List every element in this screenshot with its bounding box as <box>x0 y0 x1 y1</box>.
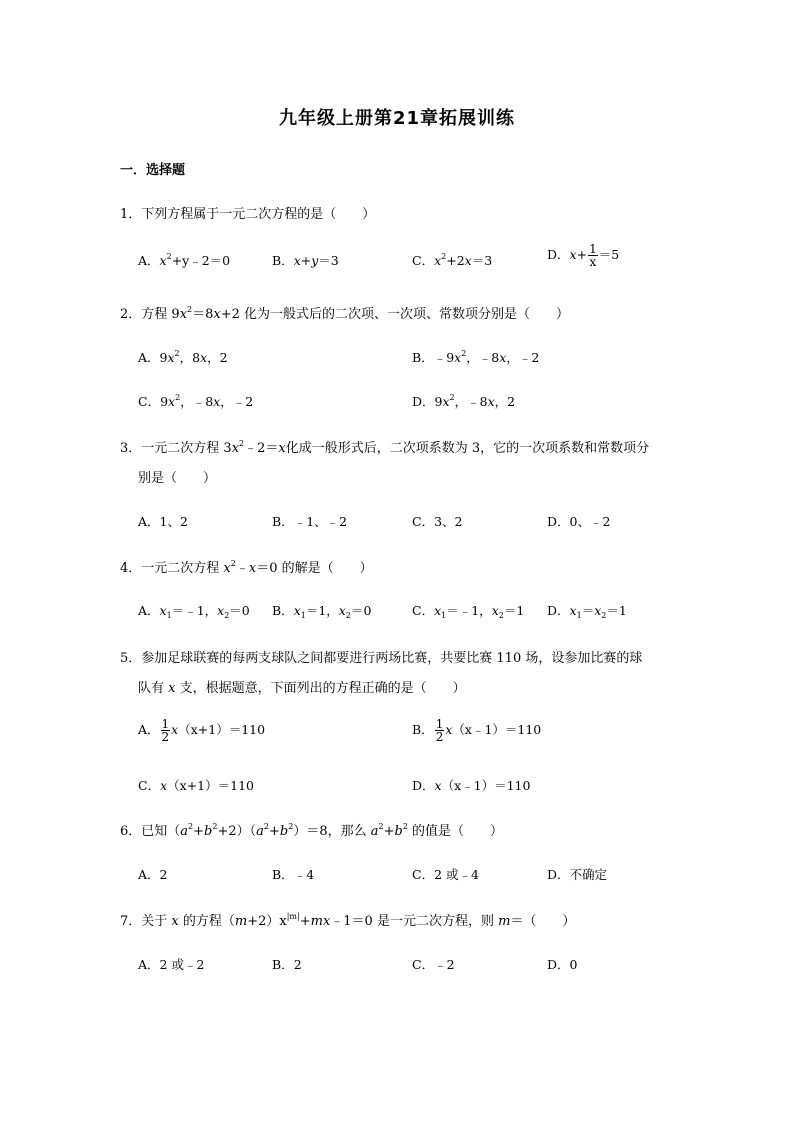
q3-option-b: B．﹣1、﹣2 <box>272 514 348 529</box>
q2-option-b: B．$﹣9x^2$，﹣8x，﹣2 <box>412 349 540 365</box>
q1-option-b: B．x+y＝3 <box>272 253 339 268</box>
q7-option-a: A．2 或﹣2 <box>138 957 205 972</box>
q6-option-a: A．2 <box>138 867 168 882</box>
fraction-one-over-x: $\frac{1}{x}$ <box>589 242 597 269</box>
question-4-stem: 4．一元二次方程 $x^2﹣x=0$ 的解是（ ） <box>120 559 373 576</box>
q6-option-b: B．﹣4 <box>272 867 315 882</box>
question-1-stem: 1．下列方程属于一元二次方程的是（ ） <box>120 207 376 222</box>
question-5-stem-line-2: 队有 x 支，根据题意，下面列出的方程正确的是（ ） <box>138 681 466 696</box>
q4-option-b: B．$x_1=1$，$x_2=0$ <box>272 603 372 620</box>
q6-option-c: C．2 或﹣4 <box>412 867 479 882</box>
q1-option-d: D．x+ $\frac{1}{x}$ ＝5 <box>547 242 620 269</box>
q5-option-d: D．x（x﹣1）＝110 <box>412 778 531 793</box>
page-title: 九年级上册第21章拓展训练 <box>278 108 516 129</box>
q4-option-c: C．$x_1=﹣1$，$x_2=1$ <box>412 603 525 620</box>
question-3-stem-line-2: 别是（ ） <box>138 471 217 486</box>
question-7-stem: 7．关于 x 的方程$(m+2)x^{|m|}+mx﹣1=0$ 是一元二次方程，则 m＝（ ） <box>120 912 576 929</box>
question-3-stem: 3．一元二次方程 $3x^2﹣2=x$化成一般形式后，二次项系数为 3，它的一次项系数和常数项分 <box>120 439 650 456</box>
q4-option-a: A．$x_1=﹣1$，$x_2=0$ <box>138 603 250 620</box>
q7-option-b: B．2 <box>272 957 302 972</box>
q2-option-a: A．$9x^2$，8x，2 <box>138 349 228 365</box>
q4-option-d: D．$x_1=x_2=1$ <box>547 603 627 620</box>
q2-option-d: D．$9x^2$，﹣8x，2 <box>412 393 516 409</box>
q5-option-a: A． $\frac{1}{2}$ x（x+1）＝110 <box>138 717 266 744</box>
q2-option-c: C．$9x^2$，﹣8x，﹣2 <box>138 393 254 409</box>
q3-option-c: C．3、2 <box>412 514 463 529</box>
question-2-stem: 2．方程 $9x^2=8x+2$ 化为一般式后的二次项、一次项、常数项分别是（ ） <box>120 305 570 322</box>
section-heading: 一．选择题 <box>120 163 186 178</box>
q1-option-c: C．$x^2+2x=3$ <box>412 252 493 268</box>
q7-option-c: C．﹣2 <box>412 957 455 972</box>
fraction-one-half: $\frac{1}{2}$ <box>435 717 444 744</box>
fraction-one-half: $\frac{1}{2}$ <box>161 717 170 744</box>
q3-option-a: A．1、2 <box>138 514 188 529</box>
q5-option-b: B． $\frac{1}{2}$ x（x﹣1）＝110 <box>412 717 542 744</box>
q7-option-d: D．0 <box>547 957 578 972</box>
question-5-stem: 5．参加足球联赛的每两支球队之间都要进行两场比赛，共要比赛 110 场，设参加比赛的球 <box>120 651 643 666</box>
q5-option-c: C．x（x+1）＝110 <box>138 778 254 793</box>
q3-option-d: D．0、﹣2 <box>547 514 611 529</box>
q1-option-a: A．$x^2+y﹣2=0$ <box>138 252 231 268</box>
q6-option-d: D．不确定 <box>547 867 608 882</box>
question-6-stem: 6．已知$(a^2+b^2+2)(a^2+b^2)=8$，那么 $a^2+b^2$ 的值是（ ） <box>120 822 504 839</box>
